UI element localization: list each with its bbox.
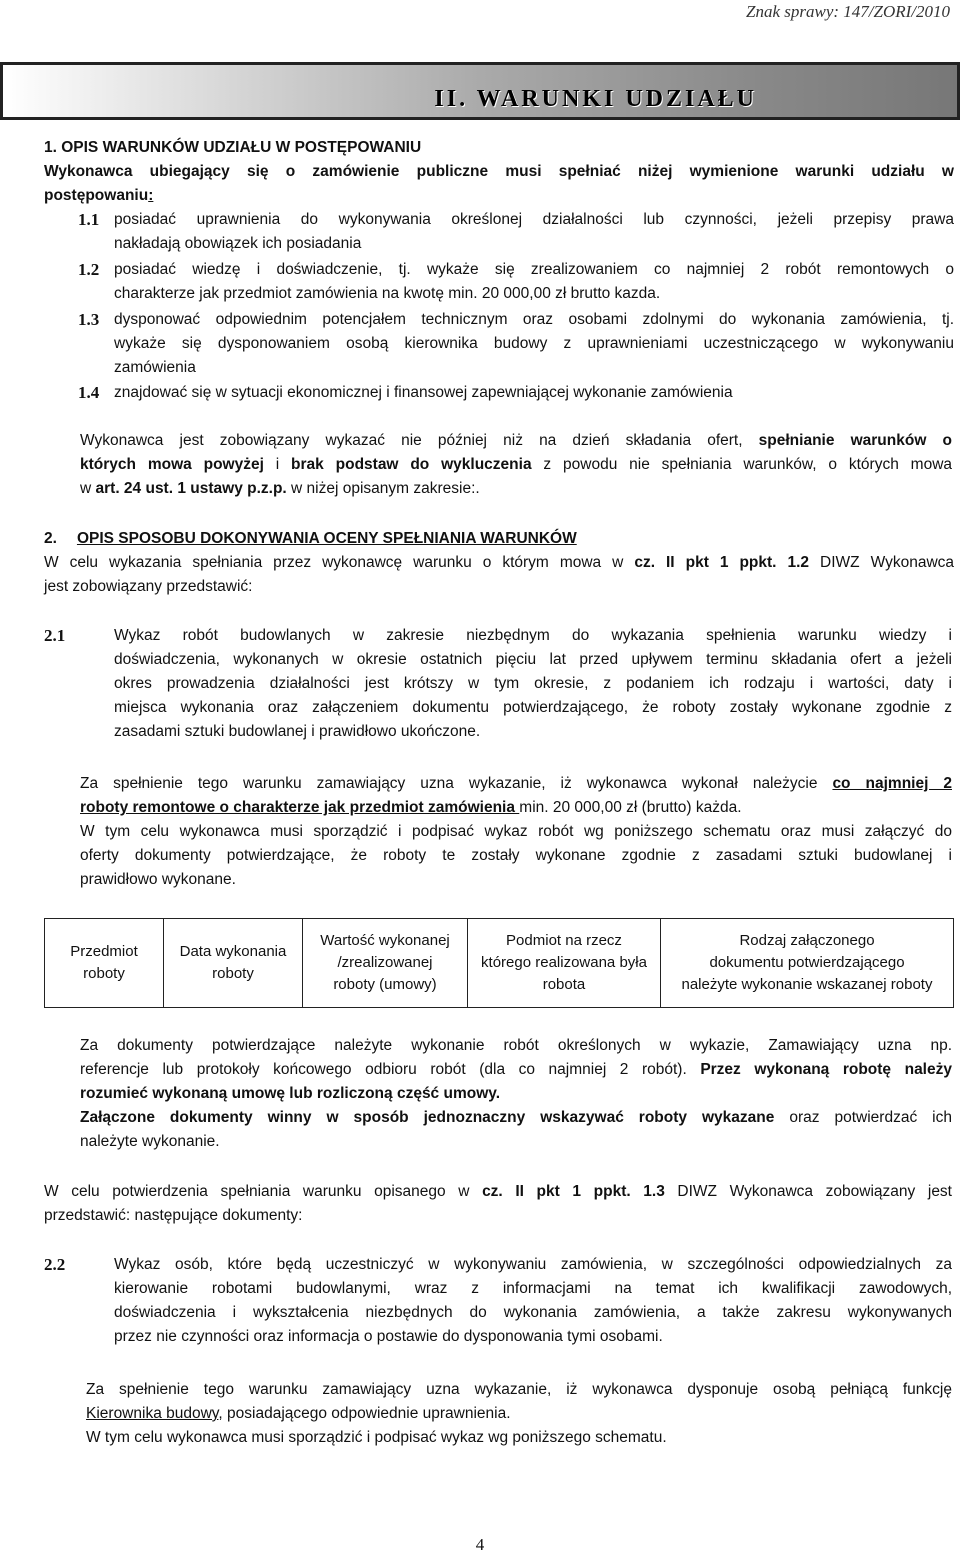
section-1-intro-line1: Wykonawca ubiegający się o zamówienie publiczne musi spełniać niżej wymienione warunki udziału w — [44, 163, 954, 180]
item-number: 2.1 — [44, 626, 66, 645]
item-number: 1.3 — [78, 310, 100, 329]
table-header-cell: Rodzaj załączonego dokumentu potwierdzającego należyte wykonanie wskazanej roboty — [661, 919, 954, 1008]
item-number: 2.2 — [44, 1255, 66, 1274]
item-number: 1.1 — [78, 210, 100, 229]
item-number: 1.2 — [78, 260, 100, 279]
section-2-heading: 2. OPIS SPOSOBU DOKONYWANIA OCENY SPEŁNIANIA WARUNKÓW — [44, 530, 577, 547]
section-1-intro-line2: postępowaniu: — [44, 187, 154, 204]
section-2-intro-line2: jest zobowiązany przedstawić: — [44, 578, 253, 595]
item-number: 1.4 — [78, 383, 100, 402]
conditions-paragraph-line3: w art. 24 ust. 1 ustawy p.z.p. w niżej opisanym zakresie:. — [80, 480, 480, 497]
table-header-cell: Podmiot na rzecz którego realizowana była robota — [468, 919, 661, 1008]
section-1-heading: 1. OPIS WARUNKÓW UDZIAŁU W POSTĘPOWANIU — [44, 139, 422, 156]
page-number: 4 — [475, 1535, 485, 1554]
section-2-intro-line1: W celu wykazania spełniania przez wykonawcę warunku o którym mowa w cz. II pkt 1 ppkt. 1.2 DIWZ Wykonawca — [44, 554, 955, 571]
table-header-cell: Data wykonania roboty — [164, 919, 303, 1008]
works-list-table — [44, 918, 954, 1008]
section-title: II. WARUNKI UDZIAŁU — [434, 86, 757, 112]
conditions-paragraph-line2: których mowa powyżej i brak podstaw do wykluczenia z powodu nie spełniania warunków, o których mowa — [80, 456, 953, 473]
table-header-cell: Przedmiot roboty — [45, 919, 164, 1008]
table-header-cell: Wartość wykonanej /zrealizowanej roboty (umowy) — [303, 919, 468, 1008]
section-banner — [0, 62, 960, 120]
case-reference: Znak sprawy: 147/ZORI/2010 — [746, 2, 950, 21]
conditions-paragraph-line1: Wykonawca jest zobowiązany wykazać nie później niż na dzień składania ofert, spełnianie warunków o — [80, 432, 952, 449]
table-header-row — [45, 919, 954, 1008]
